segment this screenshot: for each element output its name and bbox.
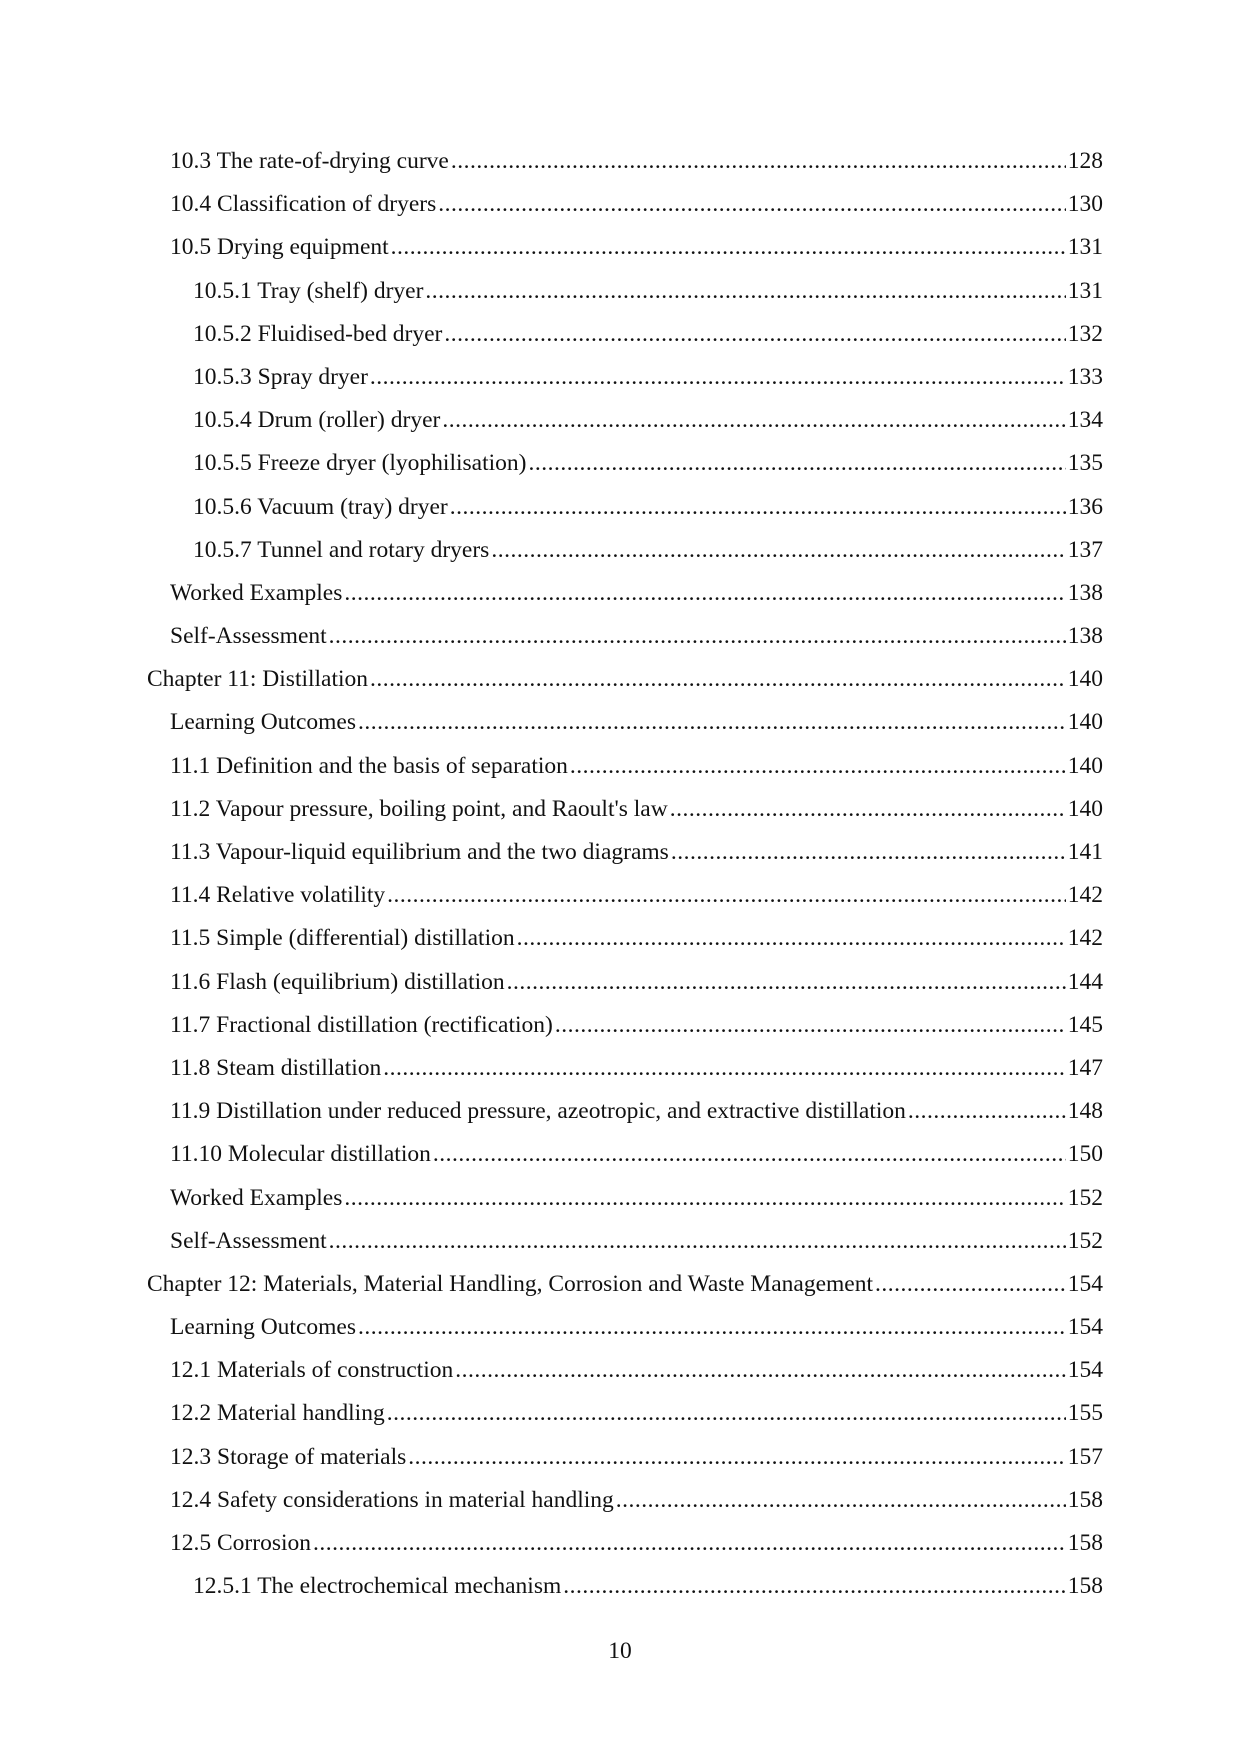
toc-entry[interactable] [147,788,1103,831]
toc-entry-title: 10.5.3 Spray dryer [193,363,368,390]
dot-leader [387,874,1066,917]
toc-entry[interactable] [147,917,1103,960]
toc-entry-page: 154 [1067,1357,1103,1384]
dot-leader [391,226,1066,269]
toc-entry-title: 11.6 Flash (equilibrium) distillation [170,968,505,995]
toc-entry-title: 11.9 Distillation under reduced pressure, azeotropic, and extractive distillation [170,1098,906,1125]
toc-entry-title: 10.5.2 Fluidised-bed dryer [193,320,443,347]
toc-entry[interactable] [147,961,1103,1004]
dot-leader [517,917,1066,960]
toc-entry-title: 10.5 Drying equipment [170,234,389,261]
dot-leader [383,1047,1065,1090]
toc-entry-page: 128 [1067,148,1103,174]
dot-leader [329,615,1066,658]
toc-entry-page: 142 [1067,925,1103,952]
toc-entry-page: 138 [1067,579,1103,606]
toc-entry-title: 10.3 The rate-of-drying curve [170,148,449,174]
toc-entry-page: 138 [1067,623,1103,650]
toc-entry[interactable] [147,270,1103,313]
toc-entry[interactable] [147,1090,1103,1133]
toc-entry-title: 12.5 Corrosion [170,1530,311,1556]
toc-entry[interactable] [147,356,1103,399]
dot-leader [358,701,1066,744]
dot-leader [528,442,1065,485]
toc-entry-title: 10.5.6 Vacuum (tray) dryer [193,493,448,520]
toc-entry-title: 12.4 Safety considerations in material handling [170,1486,614,1513]
toc-entry-page: 142 [1067,882,1103,909]
dot-leader [555,1004,1066,1047]
toc-entry-title: Worked Examples [170,579,343,606]
toc-entry[interactable] [147,1522,1103,1565]
toc-entry-page: 137 [1067,536,1103,563]
toc-entry[interactable] [147,701,1103,744]
toc-entry-title: Chapter 11: Distillation [147,666,369,693]
toc-entry[interactable] [147,1004,1103,1047]
toc-entry[interactable] [147,1306,1103,1349]
toc-entry-title: 10.4 Classification of dryers [170,191,437,218]
toc-entry[interactable] [147,745,1103,788]
toc-entry-page: 140 [1067,666,1103,693]
dot-leader [433,1133,1066,1176]
toc-entry-page: 154 [1067,1314,1103,1341]
dot-leader [670,788,1066,831]
toc-entry[interactable] [147,1479,1103,1522]
toc-entry-page: 140 [1067,795,1103,822]
toc-entry-title: 10.5.7 Tunnel and rotary dryers [193,536,490,563]
toc-entry-page: 154 [1067,1270,1103,1297]
toc-entry[interactable] [147,399,1103,442]
toc-entry-title: Learning Outcomes [170,1314,356,1341]
toc-entry-title: 12.5.1 The electrochemical mechanism [193,1573,562,1600]
dot-leader [408,1436,1066,1479]
toc-entry-title: 10.5.4 Drum (roller) dryer [193,407,441,434]
toc-entry-title: 10.5.5 Freeze dryer (lyophilisation) [193,450,527,477]
toc-entry[interactable] [147,615,1103,658]
dot-leader [344,572,1065,615]
toc-entry[interactable] [147,226,1103,269]
toc-entry-title: 11.2 Vapour pressure, boiling point, and Raoult's law [170,795,668,822]
toc-entry-title: 11.1 Definition and the basis of separation [170,752,568,779]
toc-entry-page: 140 [1067,709,1103,736]
toc-entry-title: 11.10 Molecular distillation [170,1141,431,1168]
toc-entry-page: 130 [1067,191,1103,218]
toc-entry[interactable] [147,183,1103,226]
toc-entry-title: Self-Assessment [170,623,327,650]
dot-leader [563,1565,1066,1608]
toc-entry-page: 132 [1067,320,1103,347]
toc-entry[interactable] [147,1177,1103,1220]
table-of-contents [147,140,1103,1608]
toc-entry-page: 145 [1067,1011,1103,1038]
toc-entry-page: 158 [1067,1486,1103,1513]
dot-leader [358,1306,1066,1349]
toc-entry-page: 152 [1067,1227,1103,1254]
toc-entry-page: 141 [1067,839,1103,865]
dot-leader [507,961,1066,1004]
toc-entry-page: 152 [1067,1184,1103,1211]
toc-entry-title: 11.4 Relative volatility [170,882,386,909]
dot-leader [370,658,1066,701]
toc-entry[interactable] [147,1436,1103,1479]
toc-entry[interactable] [147,313,1103,356]
dot-leader [329,1220,1066,1263]
dot-leader [444,313,1065,356]
dot-leader [616,1479,1066,1522]
toc-entry-page: 147 [1067,1054,1103,1081]
dot-leader [875,1263,1066,1306]
toc-entry-page: 131 [1067,277,1103,304]
dot-leader [370,356,1066,399]
toc-entry-title: 12.1 Materials of construction [170,1357,454,1384]
toc-entry[interactable] [147,140,1103,183]
toc-entry-page: 140 [1067,752,1103,779]
toc-entry[interactable] [147,1047,1103,1090]
toc-entry-title: 11.8 Steam distillation [170,1054,382,1081]
toc-entry[interactable] [147,529,1103,572]
toc-entry[interactable] [147,1392,1103,1435]
dot-leader [344,1177,1065,1220]
toc-entry[interactable] [147,572,1103,615]
dot-leader [570,745,1066,788]
toc-entry-page: 148 [1067,1098,1103,1125]
page-number: 10 [608,1638,632,1664]
toc-entry-title: 11.5 Simple (differential) distillation [170,925,515,952]
toc-entry[interactable] [147,1565,1103,1608]
toc-entry[interactable] [147,1133,1103,1176]
dot-leader [908,1090,1066,1133]
toc-entry-title: Chapter 12: Materials, Material Handling, Corrosion and Waste Management [147,1270,873,1297]
toc-entry[interactable] [147,831,1103,874]
toc-entry-page: 150 [1067,1141,1103,1168]
toc-entry-page: 158 [1067,1530,1103,1556]
dot-leader [450,486,1066,529]
toc-entry[interactable] [147,658,1103,701]
toc-entry-page: 136 [1067,493,1103,520]
toc-entry[interactable] [147,1263,1103,1306]
toc-entry[interactable] [147,874,1103,917]
dot-leader [313,1522,1066,1565]
toc-entry[interactable] [147,1220,1103,1263]
toc-entry-title: 11.3 Vapour-liquid equilibrium and the two diagrams [170,839,669,865]
toc-entry-title: 12.2 Material handling [170,1400,385,1427]
toc-entry-page: 157 [1067,1443,1103,1470]
toc-entry-title: Self-Assessment [170,1227,327,1254]
toc-entry-title: 11.7 Fractional distillation (rectification) [170,1011,553,1038]
toc-entry[interactable] [147,442,1103,485]
dot-leader [491,529,1065,572]
toc-entry-page: 135 [1067,450,1103,477]
toc-entry-page: 155 [1067,1400,1103,1427]
dot-leader [451,140,1066,183]
dot-leader [671,831,1066,874]
toc-entry-title: Learning Outcomes [170,709,356,736]
toc-entry-page: 131 [1067,234,1103,261]
toc-entry-page: 158 [1067,1573,1103,1600]
toc-entry-title: Worked Examples [170,1184,343,1211]
toc-entry-page: 134 [1067,407,1103,434]
toc-entry[interactable] [147,486,1103,529]
toc-entry[interactable] [147,1349,1103,1392]
toc-entry-page: 144 [1067,968,1103,995]
dot-leader [425,270,1065,313]
toc-entry-title: 12.3 Storage of materials [170,1443,407,1470]
dot-leader [438,183,1065,226]
dot-leader [442,399,1065,442]
dot-leader [455,1349,1066,1392]
toc-entry-title: 10.5.1 Tray (shelf) dryer [193,277,424,304]
toc-entry-page: 133 [1067,363,1103,390]
dot-leader [387,1392,1066,1435]
